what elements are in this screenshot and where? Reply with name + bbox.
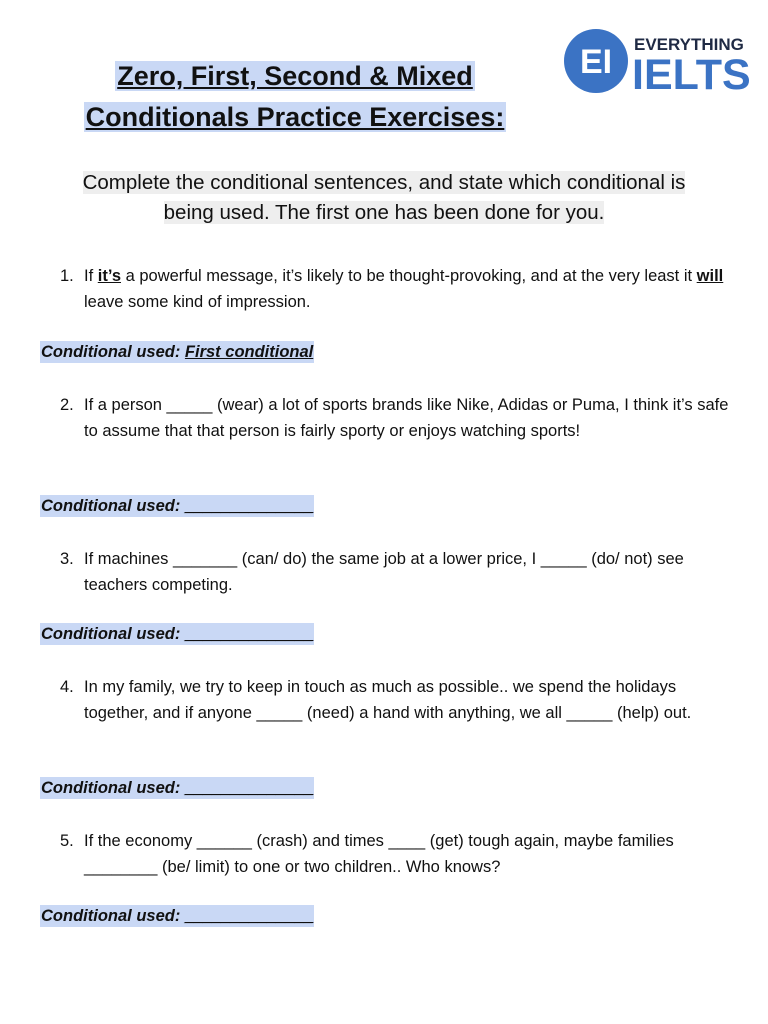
conditional-label: Conditional used: bbox=[41, 497, 185, 515]
question-2 bbox=[60, 392, 730, 444]
logo-bottom-text: IELTS bbox=[632, 51, 751, 95]
conditional-used-2 bbox=[40, 495, 314, 517]
question-text: If the economy ______ (crash) and times ____ (get) tough again, maybe families ________ (be/ limit) to one or two children.. Who knows? bbox=[84, 832, 674, 876]
conditional-used-1 bbox=[40, 341, 314, 363]
conditional-used-4 bbox=[40, 777, 314, 799]
question-number: 1. bbox=[60, 267, 74, 285]
conditional-answer-blank[interactable]: ______________ bbox=[184, 907, 314, 925]
underlined-verb: it’s bbox=[97, 267, 121, 285]
conditional-answer-blank[interactable]: ______________ bbox=[184, 625, 314, 643]
conditional-answer-blank[interactable]: ______________ bbox=[184, 779, 314, 797]
instructions bbox=[40, 168, 728, 228]
question-text: If machines _______ (can/ do) the same job at a lower price, I _____ (do/ not) see teachers competing. bbox=[84, 550, 684, 594]
everything-ielts-logo bbox=[562, 27, 758, 95]
logo-top-text: EVERYTHING bbox=[634, 35, 744, 54]
conditional-answer: First conditional bbox=[184, 343, 314, 361]
conditional-answer-blank[interactable]: ______________ bbox=[184, 497, 314, 515]
question-3 bbox=[60, 546, 730, 598]
conditional-used-3 bbox=[40, 623, 314, 645]
question-4 bbox=[60, 674, 730, 726]
conditional-used-5 bbox=[40, 905, 314, 927]
question-number: 5. bbox=[60, 832, 74, 850]
question-1 bbox=[60, 263, 730, 315]
question-text: If a person _____ (wear) a lot of sports brands like Nike, Adidas or Puma, I think it’s safe to assume that that person is fairly sporty or enjoys watching sports! bbox=[84, 396, 729, 440]
conditional-label: Conditional used: bbox=[41, 907, 185, 925]
conditional-label: Conditional used: bbox=[41, 343, 185, 361]
instructions-line-2: being used. The first one has been done for you. bbox=[163, 201, 605, 224]
logo-mark: EI bbox=[579, 43, 613, 81]
instructions-line-1: Complete the conditional sentences, and state which conditional is bbox=[82, 171, 686, 194]
question-text: In my family, we try to keep in touch as much as possible.. we spend the holidays together, and if anyone _____ (need) a hand with anything, we all _____ (help) out. bbox=[84, 678, 692, 722]
conditional-label: Conditional used: bbox=[41, 779, 185, 797]
underlined-verb: will bbox=[696, 267, 724, 285]
question-number: 4. bbox=[60, 678, 74, 696]
page-title bbox=[0, 56, 590, 138]
title-line-1: Zero, First, Second & Mixed bbox=[117, 61, 473, 91]
question-number: 2. bbox=[60, 396, 74, 414]
question-number: 3. bbox=[60, 550, 74, 568]
conditional-label: Conditional used: bbox=[41, 625, 185, 643]
title-line-2: Conditionals Practice Exercises: bbox=[85, 102, 505, 132]
question-5 bbox=[60, 828, 730, 880]
question-text: If it’s a powerful message, it’s likely to be thought-provoking, and at the very least it will leave some kind of impression. bbox=[84, 267, 724, 311]
